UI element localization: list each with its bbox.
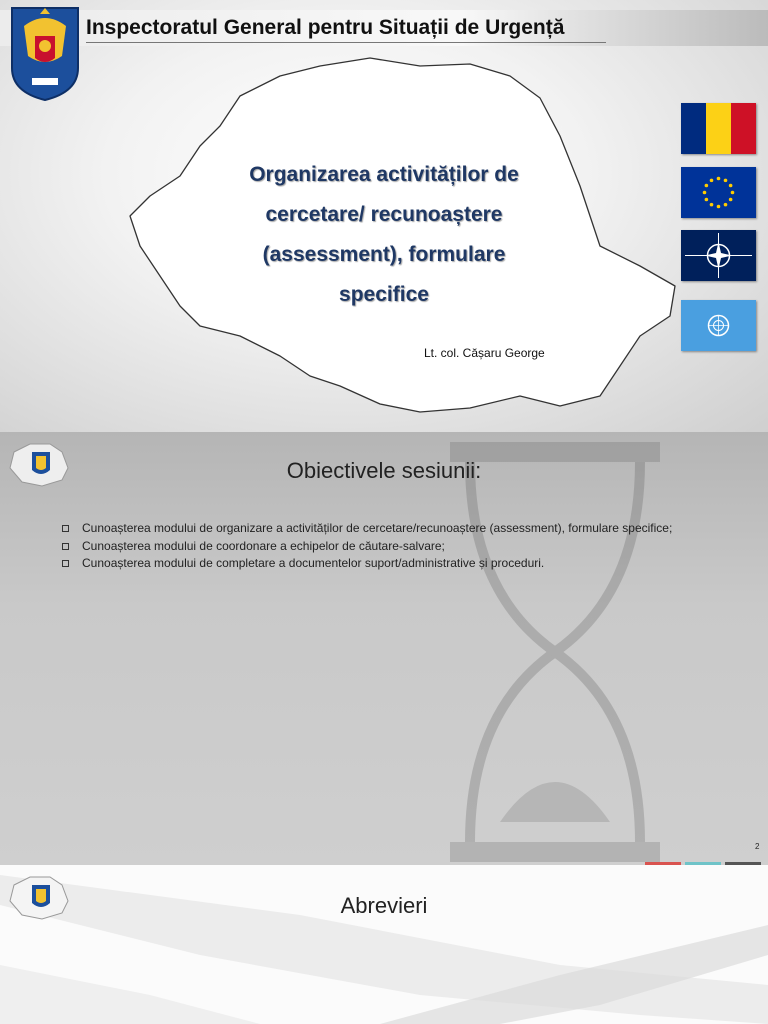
eu-star-icon: [703, 191, 707, 195]
title-line: specifice: [339, 283, 429, 306]
objectives-slide: [0, 432, 768, 865]
eu-star-icon: [710, 179, 714, 183]
title-line: cercetare/ recunoaștere: [265, 203, 503, 226]
coat-of-arms-icon: [10, 6, 80, 102]
title-slide: [0, 0, 768, 432]
brush-stroke-background: [0, 865, 768, 1024]
eu-flag: [681, 167, 756, 218]
bullet-icon: [62, 525, 69, 532]
eu-star-icon: [710, 203, 714, 207]
eu-star-icon: [729, 198, 733, 202]
page-number: 2: [755, 842, 760, 851]
author-name: Lt. col. Cășaru George: [424, 346, 545, 360]
bullet-icon: [62, 560, 69, 567]
list-item-text: Cunoașterea modului de coordonare a echipelor de căutare-salvare;: [82, 538, 445, 553]
eu-star-icon: [705, 184, 709, 188]
slide-heading: Abrevieri: [340, 893, 428, 918]
eu-star-icon: [717, 205, 721, 209]
organization-name: Inspectoratul General pentru Situații de Urgență: [86, 16, 565, 39]
eu-star-icon: [729, 184, 733, 188]
objectives-list: [62, 520, 672, 573]
nato-flag: [681, 230, 756, 281]
slide-heading: Obiectivele sesiunii:: [286, 458, 482, 483]
title-line: Organizarea activităților de: [249, 163, 519, 186]
list-item-text: Cunoașterea modului de organizare a activităților de cercetare/recunoaștere (assessment), formulare specifice;: [82, 521, 673, 535]
bullet-icon: [62, 543, 69, 550]
romania-flag: [681, 103, 756, 154]
list-item: [62, 520, 672, 538]
hourglass-background-image: [420, 442, 690, 862]
abbreviations-slide: [0, 865, 768, 1024]
eu-star-icon: [717, 177, 721, 181]
list-item-text: Cunoașterea modului de completare a documentelor suport/administrative și proceduri.: [82, 556, 545, 570]
eu-star-icon: [724, 179, 728, 183]
list-item: [62, 538, 672, 556]
eu-star-icon: [724, 203, 728, 207]
eu-star-icon: [731, 191, 735, 195]
eu-star-icon: [705, 198, 709, 202]
presentation-title: [200, 155, 568, 315]
un-flag: [681, 300, 756, 351]
list-item: [62, 555, 672, 573]
title-line: (assessment), formulare: [262, 243, 506, 266]
